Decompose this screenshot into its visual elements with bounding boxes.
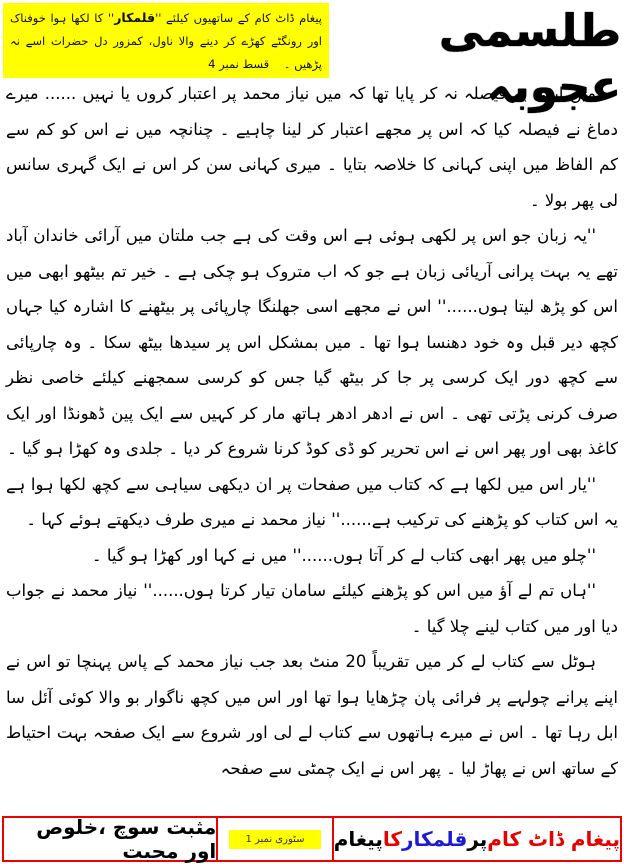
footer-motto: مثبت سوچ ،خلوص اور محبت — [4, 818, 218, 860]
author-name: قلمکار — [114, 10, 156, 25]
paragraph: میں ابھی یہ فیصلہ نہ کر پایا تھا کہ میں نیاز محمد پر اعتبار کروں یا نہیں ...... میرے دماغ نے فیصلہ کیا کہ اس پر مجھے اعتبار کر لینا چاہیے ۔ چنانچہ میں نے اس کو کم سے کم الفاظ میں اپنی کہانی کا خلاصہ بتایا ۔ میری کہانی سن کر اس نے ایک گہری سانس لی پھر بولا ۔ — [6, 84, 618, 210]
publisher-notice — [3, 3, 329, 78]
paragraph: ہوٹل سے کتاب لے کر میں تقریباً 20 منٹ بعد جب نیاز محمد کے پاس پہنچا تو اس نے اپنے پرانے چولہے پر فرائی پان چڑھایا ہوا تھا اور اس میں کچھ ناگوار بو والا کوئی آئل سا ابل رہا تھا ۔ اس نے میرے ہاتھوں سے کتاب لے لی اور شروع سے ایک صفحہ بہت احتیاط کے ساتھ اس نے پھاڑ لیا ۔ پھر اس نے ایک چمٹی سے صفحہ — [6, 652, 618, 778]
paragraph: ''یہ زبان جو اس پر لکھی ہوئی ہے اس وقت کی ہے جب ملتان میں آرائی خاندان آباد تھے یہ بہت پرانی آریائی زبان ہے جو کہ اب متروک ہو چکی ہے ۔ خیر تم بیٹھو ابھی میں اس کو پڑھ لیتا ہوں......'' اس نے مجھے اسی جھلنگا چارپائی پر بیٹھنے کا اشارہ کیا جہاں کچھ دیر قبل وہ خود دھنسا ہوا تھا ۔ میں بمشکل اس پر سیدھا بیٹھ سکا ۔ وہ چارپائی سے کچھ دور ایک کرسی پر جا کر بیٹھ گیا جس کو کرسی سمجھنے کیلئے خاصی نظر صرف کرنی پڑتی تھی ۔ اس نے ادھر ادھر ہاتھ مار کر کہیں سے ایک پین ڈھونڈا اور ایک کاغذ بھی اور پھر اس نے اس تحریر کو ڈی کوڈ کرنا شروع کر دیا ۔ جلدی وہ کھڑا ہو گیا ۔ — [6, 226, 618, 458]
site-name-text: پیغام ڈاٹ کام — [487, 827, 620, 851]
novel-title: طلسمی عجوبہ — [438, 4, 621, 113]
footer-word-paigham: پیغام — [333, 827, 383, 851]
story-number-badge: سٹوری نمبر 1 — [229, 830, 320, 849]
paragraph: ''چلو میں پھر ابھی کتاب لے کر آتا ہوں......'' میں نے کہا اور کھڑا ہو گیا ۔ — [91, 545, 596, 565]
story-body — [0, 66, 624, 786]
footer-word-par: پر — [467, 827, 488, 851]
episode-number: قسط نمبر 4 — [208, 56, 270, 71]
footer-site-message — [334, 818, 620, 860]
notice-text-part1: پیغام ڈاٹ کام کے ساتھیوں کیلئے '' — [155, 11, 322, 25]
paragraph: ''ہاں تم لے آؤ میں اس کو پڑھنے کیلئے سامان تیار کرتا ہوں......'' نیاز محمد نے جواب دیا اور میں کتاب لینے چلا گیا ۔ — [6, 581, 618, 636]
footer-story-cell — [218, 818, 333, 860]
page-header — [0, 0, 624, 113]
paragraph: ''یار اس میں لکھا ہے کہ کتاب میں صفحات پر ان دیکھی سیاہی سے کچھ لکھا ہوا ہے یہ اس کتاب کو پڑھنے کی ترکیب ہے......'' نیاز محمد نے میری طرف دیکھتے ہوئے کہا ۔ — [6, 474, 618, 529]
notice-text-part2: '' کا لکھا ہوا خوفناک اور رونگٹے کھڑے کر دینے والا ناول، کمزور دل حضرات اسے نہ پڑھیں ۔ — [10, 11, 322, 71]
footer-word-ka: کا — [382, 827, 402, 851]
page-footer — [2, 816, 622, 862]
footer-word-qalamkar: قلمکار — [402, 827, 468, 851]
